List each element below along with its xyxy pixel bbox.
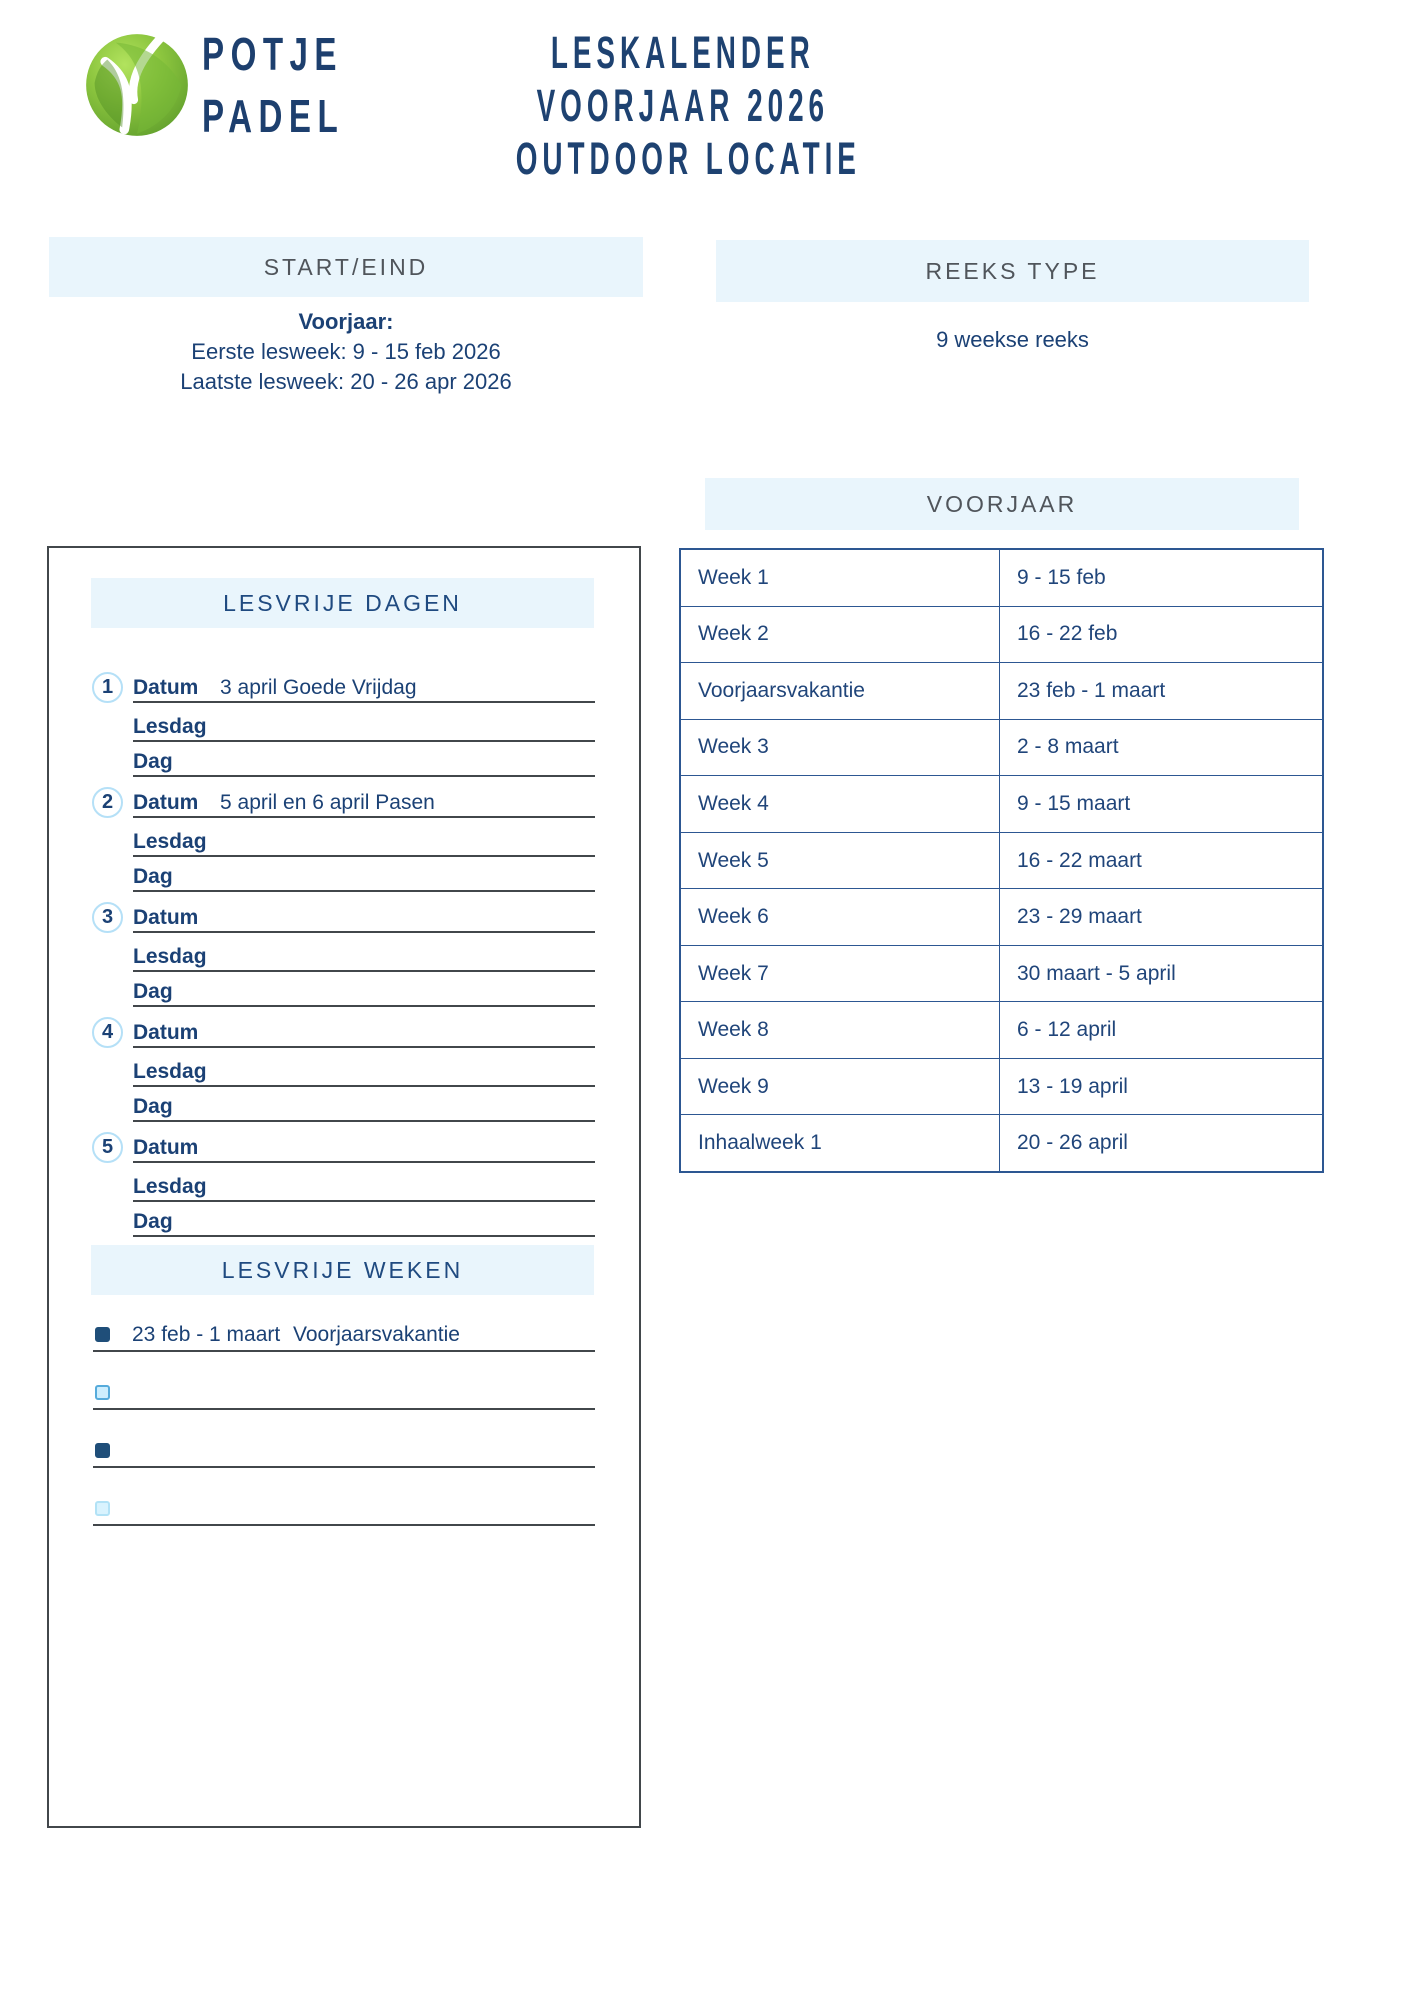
field-underline	[133, 775, 595, 777]
form-field-row	[133, 1058, 595, 1087]
field-underline	[133, 1046, 595, 1048]
field-value: 3 april Goede Vrijdag	[220, 676, 417, 699]
lesvrije-dagen-label: LESVRIJE DAGEN	[223, 589, 462, 616]
table-row	[681, 889, 1322, 946]
form-field-row	[133, 1173, 595, 1202]
field-label: Dag	[133, 980, 173, 1003]
form-field-row	[133, 1134, 595, 1163]
padel-ball-icon	[84, 32, 190, 138]
field-underline	[133, 816, 595, 818]
last-lesweek-line: Laatste lesweek: 20 - 26 apr 2026	[180, 369, 512, 394]
table-row	[681, 1059, 1322, 1116]
table-row	[681, 550, 1322, 607]
form-field-row	[133, 674, 595, 703]
starteind-header-label: START/EIND	[263, 253, 429, 280]
week-name: Voorjaarsvakantie	[293, 1323, 460, 1346]
title-line-1: LESKALENDER	[550, 27, 815, 78]
season-label: Voorjaar:	[298, 309, 394, 334]
table-row	[681, 833, 1322, 890]
field-label: Dag	[133, 1210, 173, 1233]
field-label: Datum	[133, 676, 199, 699]
field-label: Datum	[133, 1136, 199, 1159]
lesvrije-week-row	[93, 1319, 595, 1353]
brand-line-1: POTJE	[202, 28, 343, 80]
form-field-row	[133, 789, 595, 818]
week-checkbox[interactable]	[95, 1385, 110, 1400]
field-label: Lesdag	[133, 1060, 207, 1083]
form-field-row	[133, 1093, 595, 1122]
week-dates-cell: 23 - 29 maart	[1017, 905, 1142, 929]
item-number-badge: 1	[92, 672, 123, 703]
form-field-row	[133, 943, 595, 972]
field-underline	[133, 970, 595, 972]
item-number-badge: 4	[92, 1017, 123, 1048]
week-label-cell: Week 3	[681, 720, 1000, 776]
field-underline	[133, 1085, 595, 1087]
field-label: Datum	[133, 906, 199, 929]
page-title	[410, 26, 955, 185]
table-row	[681, 946, 1322, 1003]
form-field-row	[133, 904, 595, 933]
field-label: Datum	[133, 791, 199, 814]
lesvrije-dag-item	[49, 787, 639, 899]
form-field-row	[133, 863, 595, 892]
lesvrije-dag-item	[49, 1017, 639, 1129]
week-dates-cell: 23 feb - 1 maart	[1017, 678, 1166, 702]
field-underline	[133, 931, 595, 933]
title-line-2: VOORJAAR 2026	[536, 80, 829, 131]
week-dates-cell: 20 - 26 april	[1017, 1131, 1128, 1155]
field-label: Lesdag	[133, 830, 207, 853]
field-label: Lesdag	[133, 715, 207, 738]
brand-line-2: PADEL	[202, 90, 345, 142]
brand-name	[202, 23, 400, 147]
week-dates-cell: 9 - 15 maart	[1017, 791, 1131, 815]
table-row	[681, 607, 1322, 664]
item-number-badge: 5	[92, 1132, 123, 1163]
field-underline	[133, 1005, 595, 1007]
field-underline	[133, 855, 595, 857]
form-field-row	[133, 978, 595, 1007]
field-label: Dag	[133, 1095, 173, 1118]
voorjaar-header-banner	[705, 478, 1299, 530]
week-label-cell: Week 8	[681, 1002, 1000, 1058]
first-lesweek-line: Eerste lesweek: 9 - 15 feb 2026	[191, 339, 501, 364]
starteind-header-banner	[49, 237, 643, 297]
field-underline	[133, 1161, 595, 1163]
week-label-cell: Week 7	[681, 946, 1000, 1002]
lesvrije-dag-item	[49, 902, 639, 1014]
lesvrije-weken-banner	[91, 1245, 594, 1295]
week-dates-cell: 13 - 19 april	[1017, 1074, 1128, 1098]
field-label: Dag	[133, 865, 173, 888]
starteind-details	[49, 307, 643, 397]
form-field-row	[133, 1019, 595, 1048]
field-value: 5 april en 6 april Pasen	[220, 791, 435, 814]
field-underline	[133, 701, 595, 703]
item-number-badge: 2	[92, 787, 123, 818]
week-dates-cell: 30 maart - 5 april	[1017, 961, 1176, 985]
week-checkbox[interactable]	[95, 1501, 110, 1516]
week-underline	[93, 1408, 595, 1410]
week-label-cell: Week 1	[681, 550, 1000, 606]
week-dates-cell: 9 - 15 feb	[1017, 565, 1106, 589]
week-period: 23 feb - 1 maart	[132, 1323, 281, 1346]
week-dates-cell: 6 - 12 april	[1017, 1018, 1117, 1042]
field-label: Datum	[133, 1021, 199, 1044]
table-row	[681, 663, 1322, 720]
potje-padel-logo	[84, 32, 190, 138]
voorjaar-week-table	[679, 548, 1324, 1173]
field-underline	[133, 890, 595, 892]
form-field-row	[133, 1208, 595, 1237]
lesvrije-dag-item	[49, 672, 639, 784]
form-field-row	[133, 828, 595, 857]
week-dates-cell: 16 - 22 maart	[1017, 848, 1142, 872]
week-dates-cell: 2 - 8 maart	[1017, 735, 1119, 759]
reekstype-value: 9 weekse reeks	[936, 327, 1089, 352]
table-row	[681, 1002, 1322, 1059]
week-underline	[93, 1350, 595, 1352]
reekstype-header-label: REEKS TYPE	[925, 257, 1100, 284]
field-label: Lesdag	[133, 1175, 207, 1198]
lesvrije-box	[47, 546, 641, 1828]
week-label-cell: Voorjaarsvakantie	[681, 663, 1000, 719]
table-row	[681, 720, 1322, 777]
week-label-cell: Week 5	[681, 833, 1000, 889]
week-underline	[93, 1466, 595, 1468]
field-underline	[133, 1235, 595, 1237]
lesvrije-weken-label: LESVRIJE WEKEN	[221, 1256, 464, 1283]
lesvrije-dag-item	[49, 1132, 639, 1244]
field-underline	[133, 1200, 595, 1202]
field-label: Lesdag	[133, 945, 207, 968]
week-label-cell: Week 6	[681, 889, 1000, 945]
title-line-3: OUTDOOR LOCATIE	[515, 133, 861, 184]
field-label: Dag	[133, 750, 173, 773]
form-field-row	[133, 713, 595, 742]
lesvrije-week-row	[93, 1493, 595, 1527]
week-label-cell: Week 9	[681, 1059, 1000, 1115]
week-checkbox[interactable]	[95, 1327, 110, 1342]
form-field-row	[133, 748, 595, 777]
week-label-cell: Week 4	[681, 776, 1000, 832]
field-underline	[133, 740, 595, 742]
lesvrije-week-row	[93, 1377, 595, 1411]
lesvrije-week-row	[93, 1435, 595, 1469]
week-checkbox[interactable]	[95, 1443, 110, 1458]
week-underline	[93, 1524, 595, 1526]
lesvrije-dagen-banner	[91, 578, 594, 628]
item-number-badge: 3	[92, 902, 123, 933]
week-label-cell: Week 2	[681, 607, 1000, 663]
week-label-cell: Inhaalweek 1	[681, 1115, 1000, 1171]
voorjaar-header-label: VOORJAAR	[926, 490, 1078, 517]
table-row	[681, 776, 1322, 833]
reekstype-header-banner	[716, 240, 1309, 302]
week-dates-cell: 16 - 22 feb	[1017, 622, 1118, 646]
field-underline	[133, 1120, 595, 1122]
table-row	[681, 1115, 1322, 1171]
